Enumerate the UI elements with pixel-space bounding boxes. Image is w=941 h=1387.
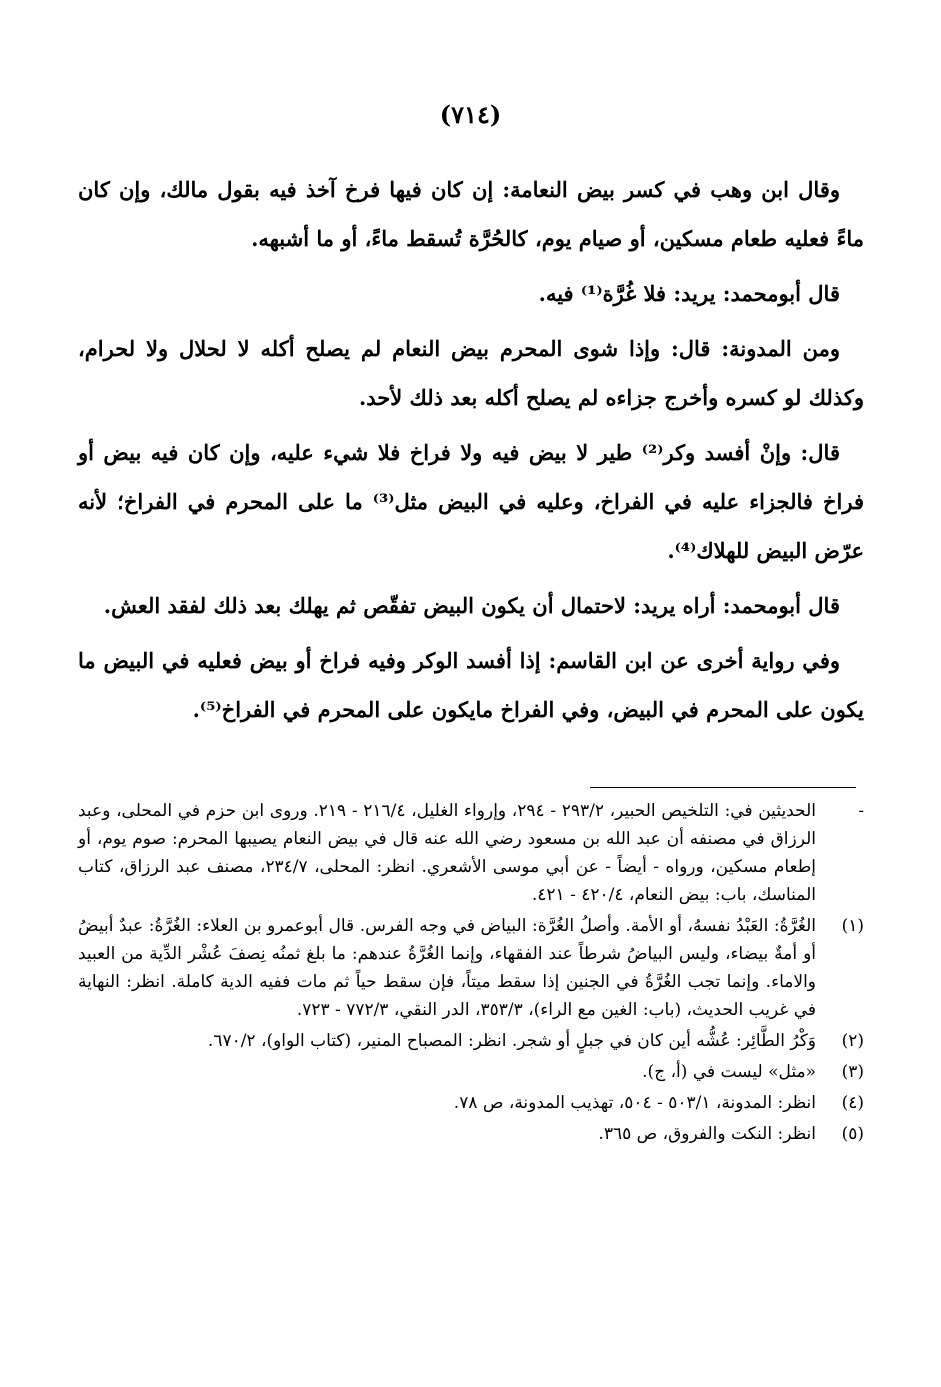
footnote-marker: (١) [841,916,864,936]
footnote-separator [590,787,856,788]
footnote-marker: (٢) [841,1031,864,1051]
footnote-marker: (٥) [841,1124,864,1144]
main-text [78,165,864,740]
paragraph: وفي رواية أخرى عن ابن القاسم: إذا أفسد الوكر وفيه فراخ أو بيض فعليه في البيض ما يكون على المحرم في البيض، وفي الفراخ مايكون على المحرم في الفراخ⁽⁵⁾. [78,648,864,722]
footnote-text: «مثل» ليست في (أ، ج). [642,1062,816,1082]
paragraph: قال أبومحمد: أراه يريد: لاحتمال أن يكون البيض تفقّص ثم يهلك بعد ذلك لفقد العش. [103,593,840,618]
footnote-marker: (٤) [841,1093,864,1113]
paragraph: وقال ابن وهب في كسر بيض النعامة: إن كان فيها فرخ آخذ فيه بقول مالك، وإن كان ماءً فعليه طعام مسكين، أو صيام يوم، كالحُرَّة تُسقط ماءً، أو ما أشبهه. [78,177,864,251]
footnote-marker: (٣) [841,1062,864,1082]
footnotes [78,797,864,1151]
footnote-text: انظر: المدونة، ٥٠٣/١ - ٥٠٤، تهذيب المدونة، ص ٧٨. [453,1093,816,1113]
footnote-text: وَكْرُ الطَّائِر: عُشُّه أين كان في جبلٍ أو شجر. انظر: المصباح المنير، (كتاب الواو)، ٦٧٠/٢. [207,1031,816,1051]
footnote [78,797,864,909]
footnote [78,1089,864,1117]
paragraph: قال أبومحمد: يريد: فلا غُرَّة⁽¹⁾ فيه. [538,281,840,306]
footnote [78,912,864,1024]
footnote [78,1120,864,1148]
footnote-text: انظر: النكت والفروق، ص ٣٦٥. [598,1124,816,1144]
footnote [78,1058,864,1086]
footnote-text: الغُرَّةُ: العَبْدُ نفسهُ، أو الأمة. وأصلُ الغُرَّة: البياض في وجه الفرس. قال أبوعمرو بن العلاء: الغُرَّةُ: عبدٌ أبيضُ أو أمةٌ بيضاء، وليس البياضُ شرطاً عند الفقهاء، وإنما الغُرَّةُ عندهم: ما بلغ ثمنُه نِصفَ عُشْر الدِّية من العبيد والاماء. وإنما تجب الغُرَّةُ في الجنين إذا سقط ميتاً، فإن سقط حياً ثم مات ففيه الدية كاملة. انظر: النهاية في غريب الحديث، (باب: الغين مع الراء)، ٣٥٣/٣، الدر النقي، ٧٧٢/٣ - ٧٢٣. [78,916,816,1020]
page-number: (٧١٤) [439,100,502,129]
footnote-text: الحديثين في: التلخيص الحبير، ٢٩٣/٢ - ٢٩٤، وإرواء الغليل، ٢١٦/٤ - ٢١٩. وروى ابن حزم في المحلى، وعبد الرزاق في مصنفه أن عبد الله بن مسعود رضي الله عنه قال في بيض النعام يصيبها المحرم: صوم يوم، أو إطعام مسكين، ورواه - أيضاً - عن أبي موسى الأشعري. انظر: المحلى، ٢٣٤/٧، مصنف عبد الرزاق، كتاب المناسك، باب: بيض النعام، ٤٢٠/٤ - ٤٢١. [78,801,816,905]
footnote-marker: - [858,801,864,821]
paragraph: قال: وإنْ أفسد وكر⁽²⁾ طير لا بيض فيه ولا فراخ فلا شيء عليه، وإن كان فيه بيض أو فراخ فالجزاء عليه في الفراخ، وعليه في البيض مثل⁽³⁾ ما على المحرم في الفراخ؛ لأنه عرّض البيض للهلاك⁽⁴⁾. [78,440,864,563]
footnote [78,1027,864,1055]
paragraph: ومن المدونة: قال: وإذا شوى المحرم بيض النعام لم يصلح أكله لا لحلال ولا لحرام، وكذلك لو كسره وأخرج جزاءه لم يصلح أكله بعد ذلك لأحد. [78,336,864,410]
